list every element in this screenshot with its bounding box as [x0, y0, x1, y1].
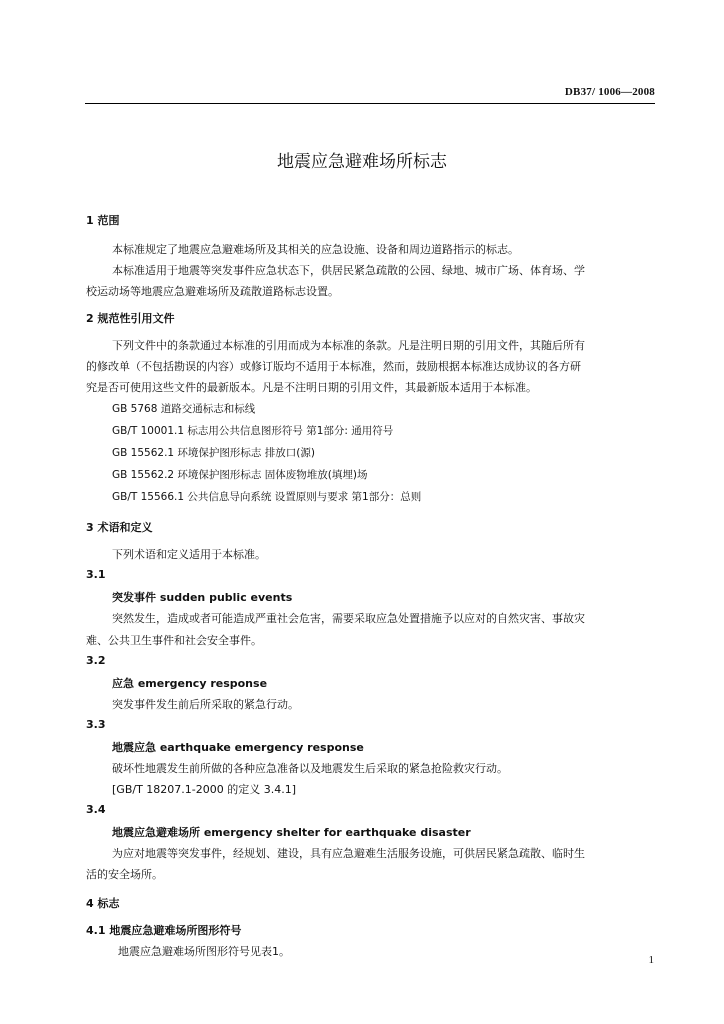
reference-item: GB/T 15566.1 公共信息导向系统 设置原则与要求 第1部分：总则	[112, 491, 422, 503]
term-3-4-def-line-1: 为应对地震等突发事件，经规划、建设，具有应急避难生活服务设施，可供居民紧急疏散、临时生	[112, 847, 585, 860]
subsection-4-1-text: 地震应急避难场所图形符号见表1。	[118, 945, 290, 958]
reference-item: GB 5768 道路交通标志和标线	[112, 403, 256, 415]
term-3-1-def-line-2: 难、公共卫生事件和社会安全事件。	[86, 634, 262, 647]
section-2-para-line-3: 究是否可使用这些文件的最新版本。凡是不注明日期的引用文件，其最新版本适用于本标准。	[86, 381, 537, 394]
section-2-para-line-2: 的修改单（不包括勘误的内容）或修订版均不适用于本标准，然而，鼓励根据本标准达成协议的各方研	[86, 360, 581, 373]
term-3-2-number: 3.2	[86, 654, 106, 667]
section-1-para-2-line-2: 校运动场等地震应急避难场所及疏散道路标志设置。	[86, 285, 339, 298]
section-2-para-line-1: 下列文件中的条款通过本标准的引用而成为本标准的条款。凡是注明日期的引用文件，其随后所有	[112, 339, 585, 352]
term-3-3-source: [GB/T 18207.1-2000 的定义 3.4.1]	[112, 783, 297, 796]
term-3-3-title: 地震应急 earthquake emergency response	[112, 741, 364, 754]
term-3-3-number: 3.3	[86, 718, 106, 731]
section-3-heading: 3 术语和定义	[86, 521, 153, 534]
subsection-4-1-heading: 4.1 地震应急避难场所图形符号	[86, 924, 242, 937]
term-3-4-def-line-2: 活的安全场所。	[86, 868, 163, 881]
term-3-1-number: 3.1	[86, 568, 106, 581]
term-3-1-title: 突发事件 sudden public events	[112, 591, 293, 604]
page-title: 地震应急避难场所标志	[277, 152, 447, 172]
page-number: 1	[648, 954, 654, 966]
section-1-heading: 1 范围	[86, 214, 120, 227]
section-1-para-1: 本标准规定了地震应急避难场所及其相关的应急设施、设备和周边道路指示的标志。	[112, 243, 519, 256]
section-1-para-2-line-1: 本标准适用于地震等突发事件应急状态下，供居民紧急疏散的公园、绿地、城市广场、体育场、学	[112, 264, 585, 277]
document-code: DB37/ 1006—2008	[564, 86, 655, 98]
section-4-heading: 4 标志	[86, 897, 120, 910]
term-3-2-title: 应急 emergency response	[112, 677, 268, 690]
header-rule	[85, 103, 655, 104]
term-3-3-def: 破坏性地震发生前所做的各种应急准备以及地震发生后采取的紧急抢险救灾行动。	[112, 762, 508, 775]
reference-item: GB/T 10001.1 标志用公共信息图形符号 第1部分: 通用符号	[112, 425, 394, 437]
reference-item: GB 15562.2 环境保护图形标志 固体废物堆放(填埋)场	[112, 469, 368, 481]
reference-item: GB 15562.1 环境保护图形标志 排放口(源)	[112, 447, 315, 459]
term-3-4-number: 3.4	[86, 803, 106, 816]
term-3-2-def: 突发事件发生前后所采取的紧急行动。	[112, 698, 299, 711]
term-3-1-def-line-1: 突然发生，造成或者可能造成严重社会危害，需要采取应急处置措施予以应对的自然灾害、事故灾	[112, 612, 585, 625]
section-2-heading: 2 规范性引用文件	[86, 312, 175, 325]
term-3-4-title: 地震应急避难场所 emergency shelter for earthquake disaster	[112, 826, 471, 839]
section-3-intro: 下列术语和定义适用于本标准。	[112, 548, 266, 561]
